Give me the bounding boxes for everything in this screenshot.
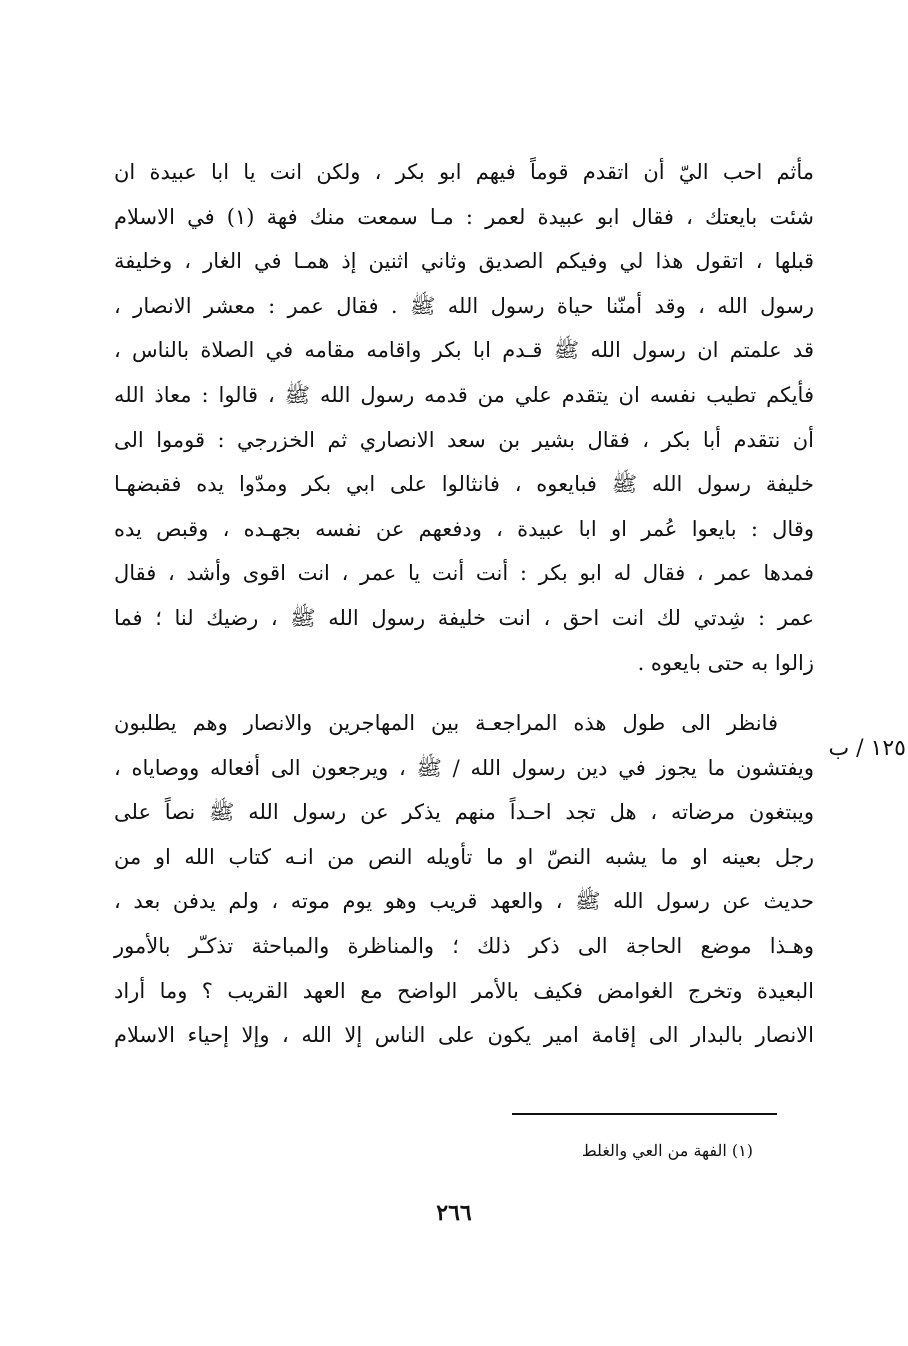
footnote-divider — [512, 1113, 777, 1115]
text-line: زالوا به حتى بايعوه . — [637, 650, 814, 675]
text-line: وهـذا موضع الحاجة الى ذكر ذلك ؛ والمناظرة والمباحثة تذكـّر بالأمور — [114, 933, 814, 958]
text-line: قد علمتم ان رسول الله ﷺ قـدم ابا بكر واقامه مقامه في الصلاة بالناس ، — [114, 338, 814, 363]
text-line: حديث عن رسول الله ﷺ ، والعهد قريب وهو يوم موته ، ولم يدفن بعد ، — [114, 889, 814, 914]
text-line: عمر : شِدتي لك انت احق ، انت خليفة رسول الله ﷺ ، رضيك لنا ؛ فما — [114, 605, 814, 630]
text-line: البعيدة وتخرج الغوامض فكيف بالأمر الواضح مع العهد القريب ؟ وما أراد — [114, 978, 814, 1003]
paragraph-1 — [114, 150, 814, 685]
folio-margin-note: ١٢٥ / ب — [828, 736, 906, 761]
text-line: وقال : بايعوا عُمر او ابا عبيدة ، ودفعهم عن نفسه بجهـده ، وقبص يده — [114, 516, 814, 541]
text-line: رسول الله ، وقد أمنّنا حياة رسول الله ﷺ . فقال عمر : معشر الانصار ، — [114, 293, 814, 318]
text-line: ويفتشون ما يجوز في دين رسول الله / ﷺ ، ويرجعون الى أفعاله ووصاياه ، — [114, 755, 814, 780]
paragraph-2 — [114, 701, 814, 1058]
text-line: خليفة رسول الله ﷺ فبايعوه ، فانثالوا على ابي بكر ومدّوا يده فقبضهـا — [114, 472, 814, 497]
text-line: رجل بعينه او ما يشبه النصّ او ما تأويله النص من انـه كتاب الله او من — [114, 844, 814, 869]
footnote: (١) الفهة من العي والغلط — [581, 1141, 753, 1160]
text-line: فمدها عمر ، فقال له ابو بكر : أنت أنت يا عمر ، انت اقوى وأشد ، فقال — [114, 561, 814, 586]
text-line: فانظر الى طول هذه المراجعـة بين المهاجرين والانصار وهم يطلبون — [114, 711, 778, 735]
text-line: ويبتغون مرضاته ، هل تجد احـداً منهم يذكر عن رسول الله ﷺ نصاً على — [114, 800, 814, 825]
text-line: مأثم احب اليّ أن اتقدم قوماً فيهم ابو بكر ، ولكن انت يا ابا عبيدة ان — [114, 160, 814, 184]
page-number: ٢٦٦ — [436, 1200, 472, 1226]
text-line: أن نتقدم أبا بكر ، فقال بشير بن سعد الانصاري ثم الخزرجي : قوموا الى — [114, 427, 814, 452]
text-line: قبلها ، اتقول هذا لي وفيكم الصديق وثاني اثنين إذ همـا في الغار ، وخليفة — [114, 249, 814, 274]
text-line: فأيكم تطيب نفسه ان يتقدم علي من قدمه رسول الله ﷺ ، قالوا : معاذ الله — [114, 382, 814, 407]
text-line: الانصار بالبدار الى إقامة امير يكون على الناس إلا الله ، وإلا إحياء الاسلام — [114, 1023, 814, 1048]
text-line: شئت بايعتك ، فقال ابو عبيدة لعمر : مـا سمعت منك فهة (١) في الاسلام — [114, 204, 814, 229]
